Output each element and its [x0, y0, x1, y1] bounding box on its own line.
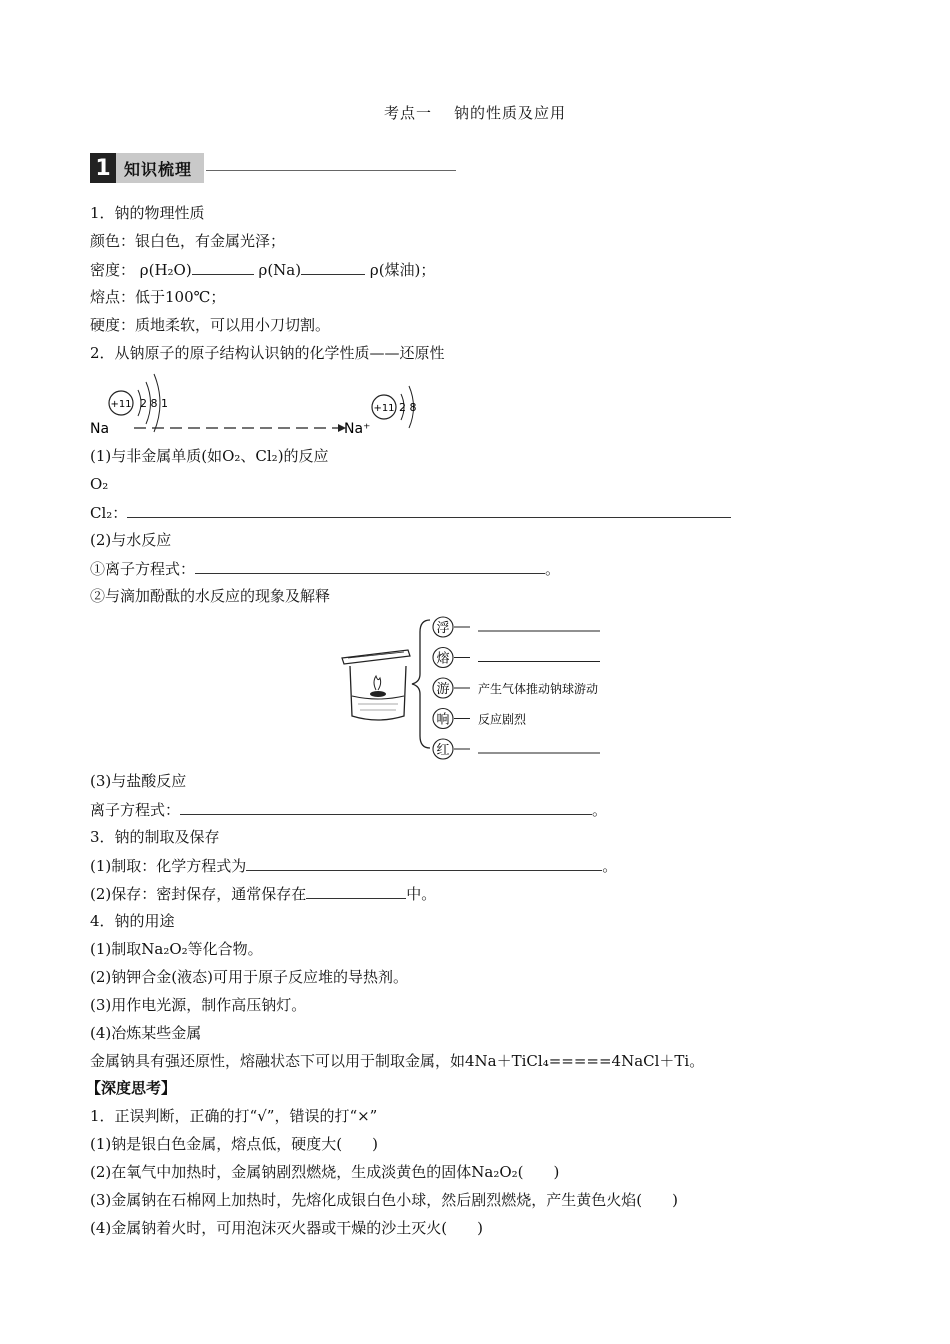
cl2-line	[90, 502, 731, 523]
ionic-eq-end: 。	[545, 560, 561, 578]
phenomenon-row	[433, 648, 600, 668]
physical-density	[90, 259, 435, 280]
hcl-eq-line	[90, 799, 607, 820]
uses-heading: 4．钠的用途	[90, 912, 175, 930]
production-heading: 3．钠的制取及保存	[90, 828, 220, 846]
question-1: (1)钠是银白色金属，熔点低，硬度大( )	[90, 1135, 378, 1153]
hcl-eq-end: 。	[592, 801, 608, 819]
atom-structure-diagram	[88, 370, 428, 440]
density-label: 密度：	[90, 261, 136, 279]
uses-3: (3)用作电光源，制作高压钠灯。	[90, 996, 307, 1014]
na-ion-label: Na⁺	[344, 421, 371, 437]
phenomenon-char: 熔	[436, 651, 450, 667]
ionic-eq-line	[90, 558, 560, 579]
phenol-heading: ②与滴加酚酞的水反应的现象及解释	[90, 587, 331, 605]
phenomenon-row	[433, 739, 600, 759]
density-kerosene: ρ(煤油)；	[369, 261, 436, 279]
ionic-eq-blank	[195, 558, 545, 574]
cl2-blank	[127, 502, 731, 518]
na-ion-shell-electrons: 2 8	[399, 401, 417, 414]
hcl-eq-blank	[180, 799, 592, 815]
chemical-heading: 2．从钠原子的原子结构认识钠的化学性质——还原性	[90, 344, 445, 362]
brace-icon	[412, 620, 430, 748]
uses-1: (1)制取Na₂O₂等化合物。	[90, 940, 263, 958]
phenomenon-row	[433, 617, 600, 637]
make-label: (1)制取：化学方程式为	[90, 857, 247, 875]
o2-label: O₂	[90, 475, 109, 493]
water-heading: (2)与水反应	[90, 531, 172, 549]
physical-hardness: 硬度：质地柔软，可以用小刀切割。	[90, 316, 331, 334]
phenomenon-char: 游	[436, 682, 450, 697]
make-blank	[246, 855, 602, 871]
density-water: ρ(H₂O)	[139, 261, 192, 279]
phenomenon-char: 红	[436, 743, 450, 758]
physical-melting: 熔点：低于100℃；	[90, 288, 226, 306]
section-divider	[206, 170, 456, 171]
page-title	[0, 102, 950, 123]
store-label: (2)保存：密封保存，通常保存在	[90, 885, 307, 903]
nonmetal-heading: (1)与非金属单质(如O₂、Cl₂)的反应	[90, 447, 329, 465]
phenomenon-row	[433, 678, 598, 698]
section-label: 知识梳理	[116, 153, 204, 183]
section-number: 1	[90, 153, 116, 183]
production-store	[90, 883, 436, 904]
question-3: (3)金属钠在石棉网上加热时，先熔化成银白色小球，然后剧烈燃烧，产生黄色火焰( )	[90, 1191, 678, 1209]
production-make	[90, 855, 617, 876]
deep-thinking-tag: 【深度思考】	[86, 1079, 177, 1097]
section-header	[90, 153, 456, 183]
hcl-heading: (3)与盐酸反应	[90, 772, 187, 790]
hcl-eq-label: 离子方程式：	[90, 801, 181, 819]
na-label: Na	[90, 421, 110, 437]
phenomenon-char: 响	[436, 712, 450, 728]
question-heading: 1．正误判断，正确的打“√”，错误的打“×”	[90, 1107, 378, 1125]
na-nucleus-charge: +11	[110, 399, 132, 410]
question-4: (4)金属钠着火时，可用泡沫灭火器或干燥的沙土灭火( )	[90, 1219, 483, 1237]
density-blank-2	[301, 259, 365, 275]
density-blank-1	[192, 259, 254, 275]
make-end: 。	[602, 857, 618, 875]
uses-2: (2)钠钾合金(液态)可用于原子反应堆的导热剂。	[90, 968, 408, 986]
density-sodium: ρ(Na)	[258, 261, 302, 279]
title-part1: 考点一	[383, 104, 432, 122]
phenomenon-desc: 产生气体推动钠球游动	[478, 682, 599, 696]
question-2: (2)在氧气中加热时，金属钠剧烈燃烧，生成淡黄色的固体Na₂O₂( )	[90, 1163, 560, 1181]
store-blank	[306, 883, 406, 899]
phenomenon-char: 浮	[436, 621, 450, 636]
title-part2: 钠的性质及应用	[454, 104, 567, 122]
physical-color: 颜色：银白色，有金属光泽；	[90, 232, 286, 250]
phenomenon-row	[433, 709, 527, 729]
ionic-eq-label: ①离子方程式：	[90, 560, 196, 578]
cl2-label: Cl₂：	[90, 504, 128, 522]
na-shell-electrons: 2 8 1	[140, 397, 168, 410]
physical-heading: 1．钠的物理性质	[90, 204, 205, 222]
beaker-icon	[342, 650, 410, 720]
na-ion-nucleus-charge: +11	[373, 403, 395, 414]
phenomena-diagram	[338, 612, 638, 764]
phenomenon-desc: 反应剧烈	[478, 712, 527, 727]
store-end: 中。	[406, 885, 437, 903]
uses-4: (4)冶炼某些金属	[90, 1024, 202, 1042]
uses-4-detail: 金属钠具有强还原性，熔融状态下可以用于制取金属，如4Na＋TiCl₄=====4NaCl＋Ti。	[90, 1052, 705, 1070]
